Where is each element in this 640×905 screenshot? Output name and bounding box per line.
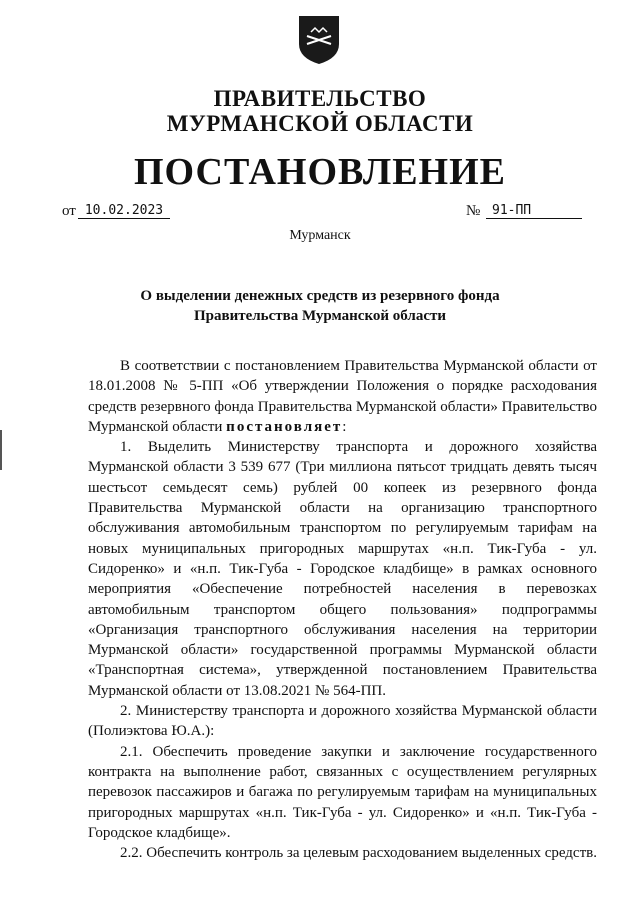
preamble-colon: : — [342, 418, 347, 435]
document-body — [88, 356, 597, 863]
issue-city: Мурманск — [289, 228, 351, 243]
issuer-title-line1: ПРАВИТЕЛЬСТВО — [213, 86, 427, 111]
paragraph-2-2: 2.2. Обеспечить контроль за целевым расходованием выделенных средств. — [120, 845, 597, 862]
paragraph-1: 1. Выделить Министерству транспорта и дорожного хозяйства Мурманской области 3 539 677 (Три миллиона пятьсот тридцать девять тысяч шестьсот семьдесят семь) рублей 00 копеек из резервного фонда Правительства Мурманской области на организацию транспортного обслуживания автомобильным транспортом по регулируемым тарифам на новых муниципальных пригородных маршрутах «н.п. Тик-Губа - ул. Сидоренко» и «н.п. Тик-Губа - Городское кладбище» в рамках основного мероприятия «Обеспечение потребностей населения в перевозках автомобильным транспортом общего пользования» подпрограммы «Организация транспортного обслуживания населения на территории Мурманской области» государственной программы Мурманской области «Транспортная система», утвержденной постановлением Правительства Мурманской области от 13.08.2021 № 564-ПП. — [88, 439, 597, 699]
document-type-title: ПОСТАНОВЛЕНИЕ — [133, 151, 507, 193]
subject-line2: Правительства Мурманской области — [193, 308, 447, 324]
margin-mark — [0, 430, 2, 470]
date-label: от — [62, 203, 76, 219]
document-number: 91-ПП — [486, 203, 582, 219]
document-date: 10.02.2023 — [78, 203, 170, 219]
paragraph-2-1: 2.1. Обеспечить проведение закупки и заключение государственного контракта на выполнение работ, связанных с осуществлением регулярных перевозок пассажиров и багажа по регулируемым тарифам на муниципальных пригородных маршрутах «н.п. Тик-Губа - ул. Сидоренко» и «н.п. Тик-Губа - Городское кладбище». — [88, 743, 597, 841]
number-label: № — [466, 203, 481, 219]
preamble-text: В соответствии с постановлением Правительства Мурманской области от 18.01.2008 № 5-ПП «Об утверждении Положения о порядке расходования средств резервного фонда Правительства Мурманской области» Правительство Мурманской области — [88, 358, 597, 435]
coat-of-arms-emblem — [295, 14, 343, 66]
subject-line1: О выделении денежных средств из резервного фонда — [140, 288, 500, 304]
issuer-title-line2: МУРМАНСКОЙ ОБЛАСТИ — [166, 111, 474, 136]
resolution-keyword: постановляет — [226, 418, 343, 435]
paragraph-2: 2. Министерству транспорта и дорожного хозяйства Мурманской области (Полиэктова Ю.А.): — [88, 703, 597, 740]
preamble-paragraph — [88, 356, 597, 437]
